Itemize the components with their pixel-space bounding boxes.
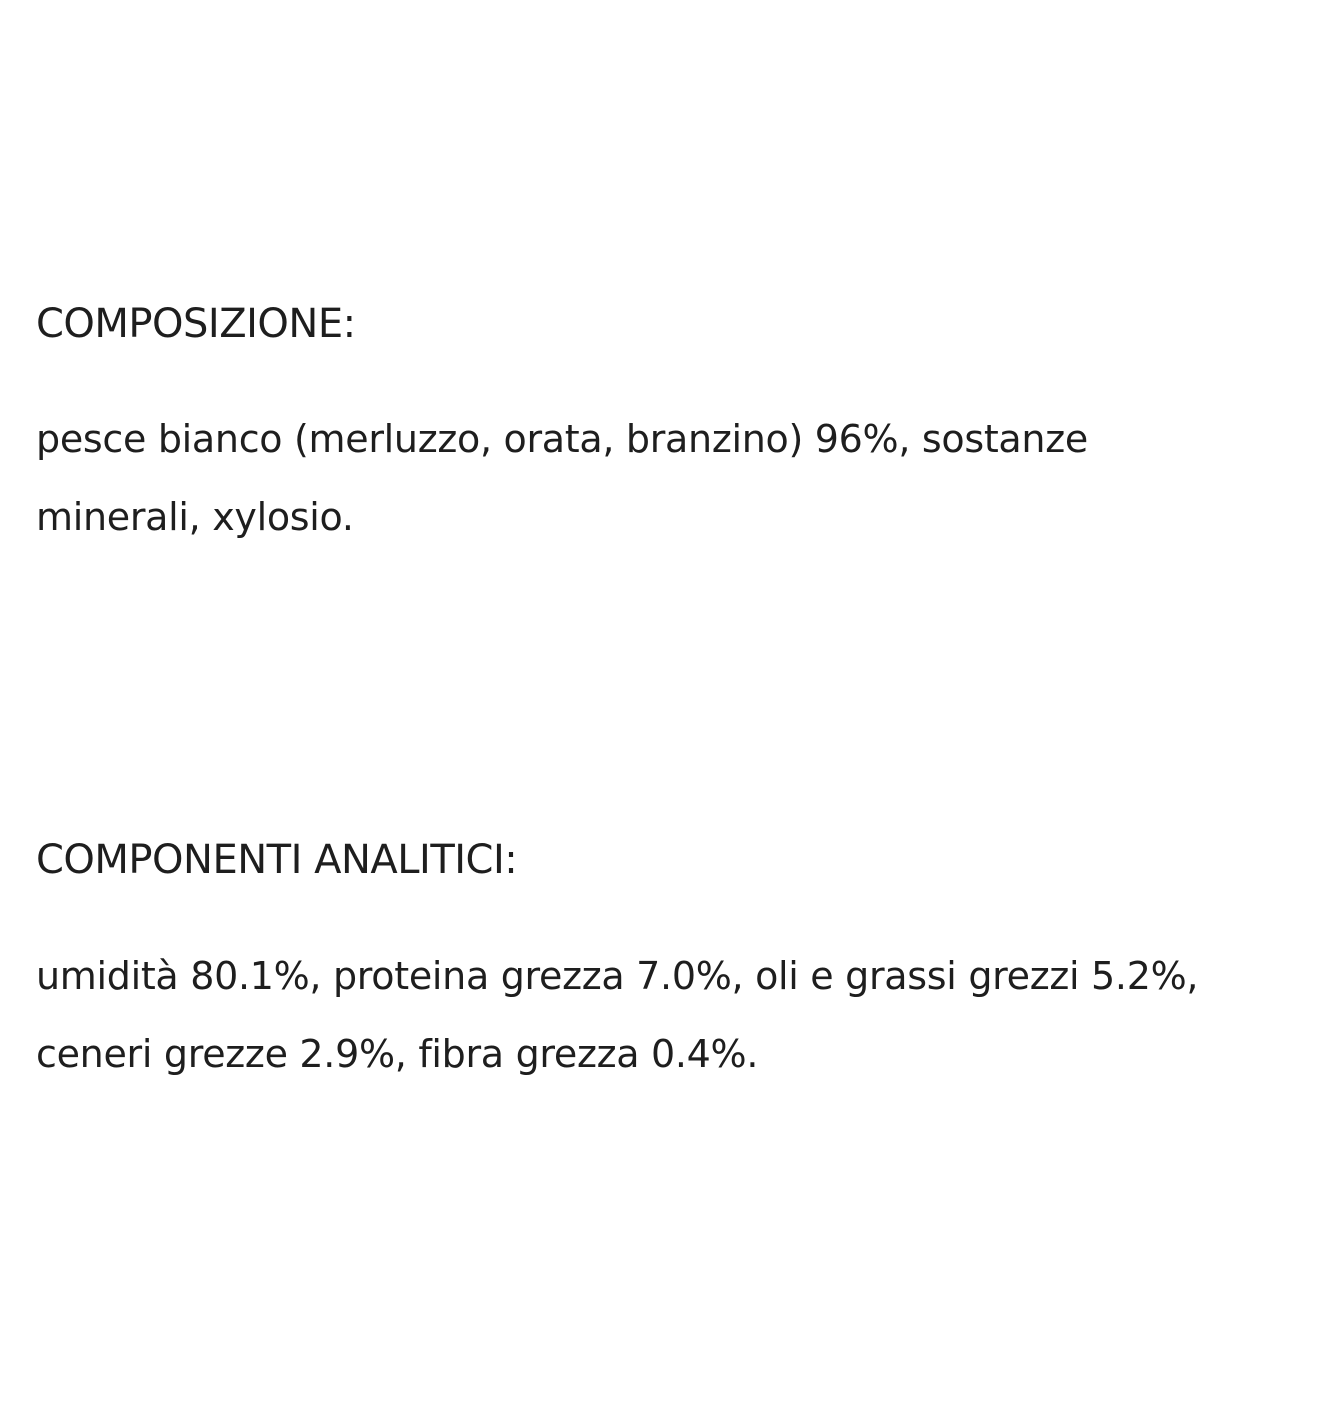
composition-line: pesce bianco (merluzzo, orata, branzino) 96%, sostanze: [36, 417, 1088, 461]
analytical-line: umidità 80.1%, proteina grezza 7.0%, oli e grassi grezzi 5.2%,: [36, 954, 1199, 998]
composition-text: [36, 400, 1088, 556]
composition-line: minerali, xylosio.: [36, 495, 354, 539]
analytical-components-text: [36, 937, 1198, 1093]
composition-heading: COMPOSIZIONE:: [36, 301, 356, 347]
analytical-line: ceneri grezze 2.9%, fibra grezza 0.4%.: [36, 1032, 759, 1076]
analytical-components-heading: COMPONENTI ANALITICI:: [36, 837, 518, 883]
